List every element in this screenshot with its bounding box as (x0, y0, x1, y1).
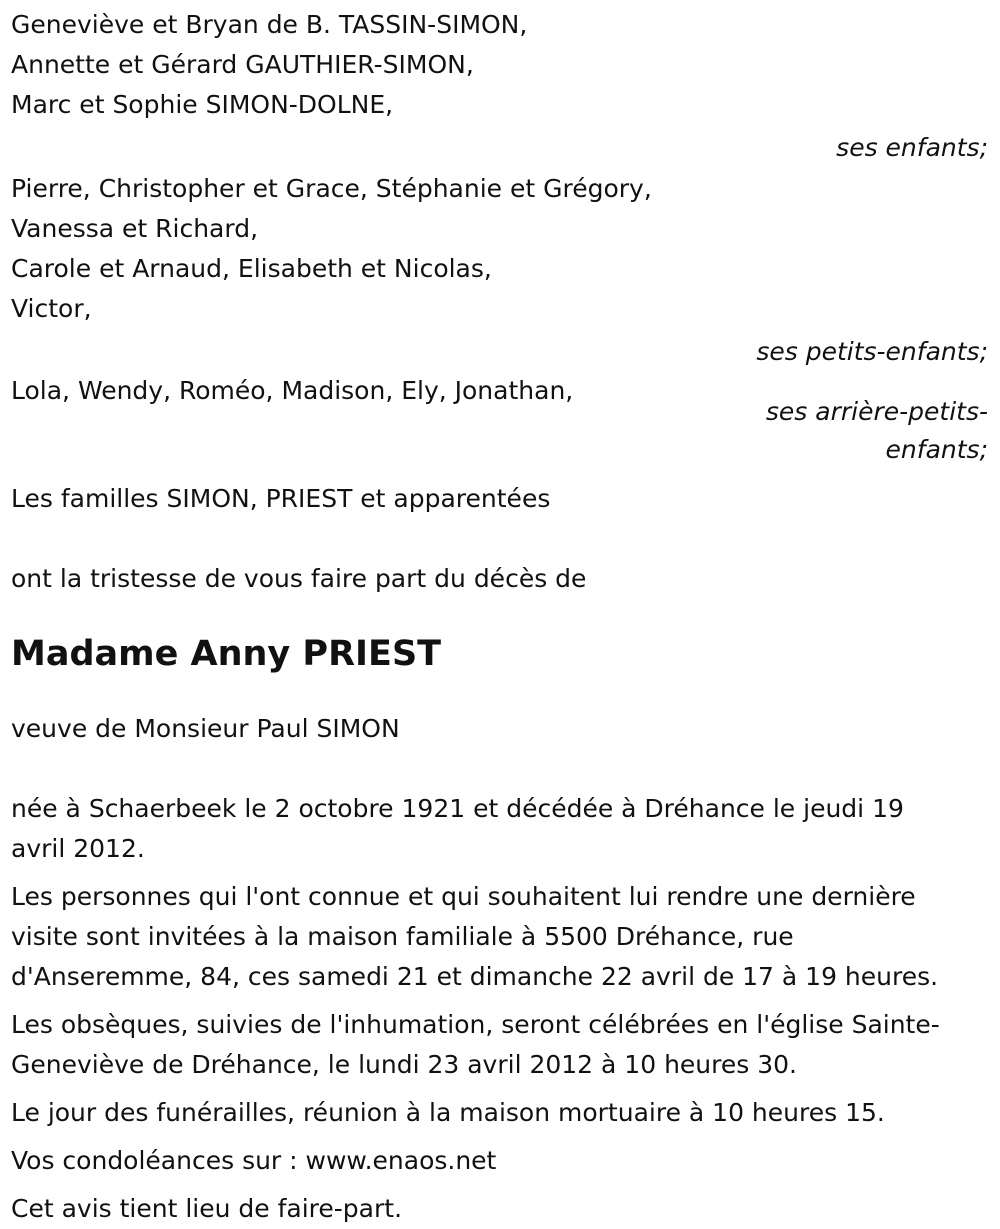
grandchildren-line-2: Vanessa et Richard, (11, 214, 259, 243)
grandchildren-role: ses petits-enfants; (756, 337, 988, 366)
children-line-3: Marc et Sophie SIMON-DOLNE, (11, 90, 394, 119)
widow-of-line: veuve de Monsieur Paul SIMON (11, 714, 400, 743)
birth-death-line-1: née à Schaerbeek le 2 octobre 1921 et décédée à Dréhance le jeudi 19 (11, 794, 904, 823)
funeral-line-2: Geneviève de Dréhance, le lundi 23 avril 2012 à 10 heures 30. (11, 1050, 797, 1079)
children-group (11, 5, 990, 167)
grandchildren-line-3: Carole et Arnaud, Elisabeth et Nicolas, (11, 254, 492, 283)
funeral-paragraph (11, 1005, 990, 1085)
deceased-name: Madame Anny PRIEST (11, 634, 442, 674)
birth-death-line-2: avril 2012. (11, 834, 145, 863)
great-grandchildren-role-1: ses arrière-petits- (765, 397, 988, 426)
families-line: Les familles SIMON, PRIEST et apparentées (11, 484, 551, 513)
funeral-line-1: Les obsèques, suivies de l'inhumation, seront célébrées en l'église Sainte- (11, 1010, 940, 1039)
children-line-1: Geneviève et Bryan de B. TASSIN-SIMON, (11, 10, 528, 39)
visit-paragraph (11, 877, 990, 997)
visit-line-1: Les personnes qui l'ont connue et qui souhaitent lui rendre une dernière (11, 882, 916, 911)
great-grandchildren-role-2: enfants; (885, 435, 988, 464)
grandchildren-line-1: Pierre, Christopher et Grace, Stéphanie et Grégory, (11, 174, 652, 203)
grandchildren-group (11, 169, 990, 371)
announcement-line: ont la tristesse de vous faire part du décès de (11, 564, 587, 593)
great-grandchildren-line-1: Lola, Wendy, Roméo, Madison, Ely, Jonathan, (11, 376, 574, 405)
grandchildren-line-4: Victor, (11, 294, 92, 323)
great-grandchildren-group (11, 371, 990, 469)
birth-death-paragraph (11, 789, 990, 869)
visit-line-2: visite sont invitées à la maison familiale à 5500 Dréhance, rue (11, 922, 794, 951)
visit-line-3: d'Anseremme, 84, ces samedi 21 et dimanche 22 avril de 17 à 19 heures. (11, 962, 939, 991)
meeting-line: Le jour des funérailles, réunion à la maison mortuaire à 10 heures 15. (11, 1098, 885, 1127)
children-role: ses enfants; (836, 133, 988, 162)
condolences-line: Vos condoléances sur : www.enaos.net (11, 1146, 497, 1175)
children-line-2: Annette et Gérard GAUTHIER-SIMON, (11, 50, 474, 79)
notice-line: Cet avis tient lieu de faire-part. (11, 1194, 403, 1223)
